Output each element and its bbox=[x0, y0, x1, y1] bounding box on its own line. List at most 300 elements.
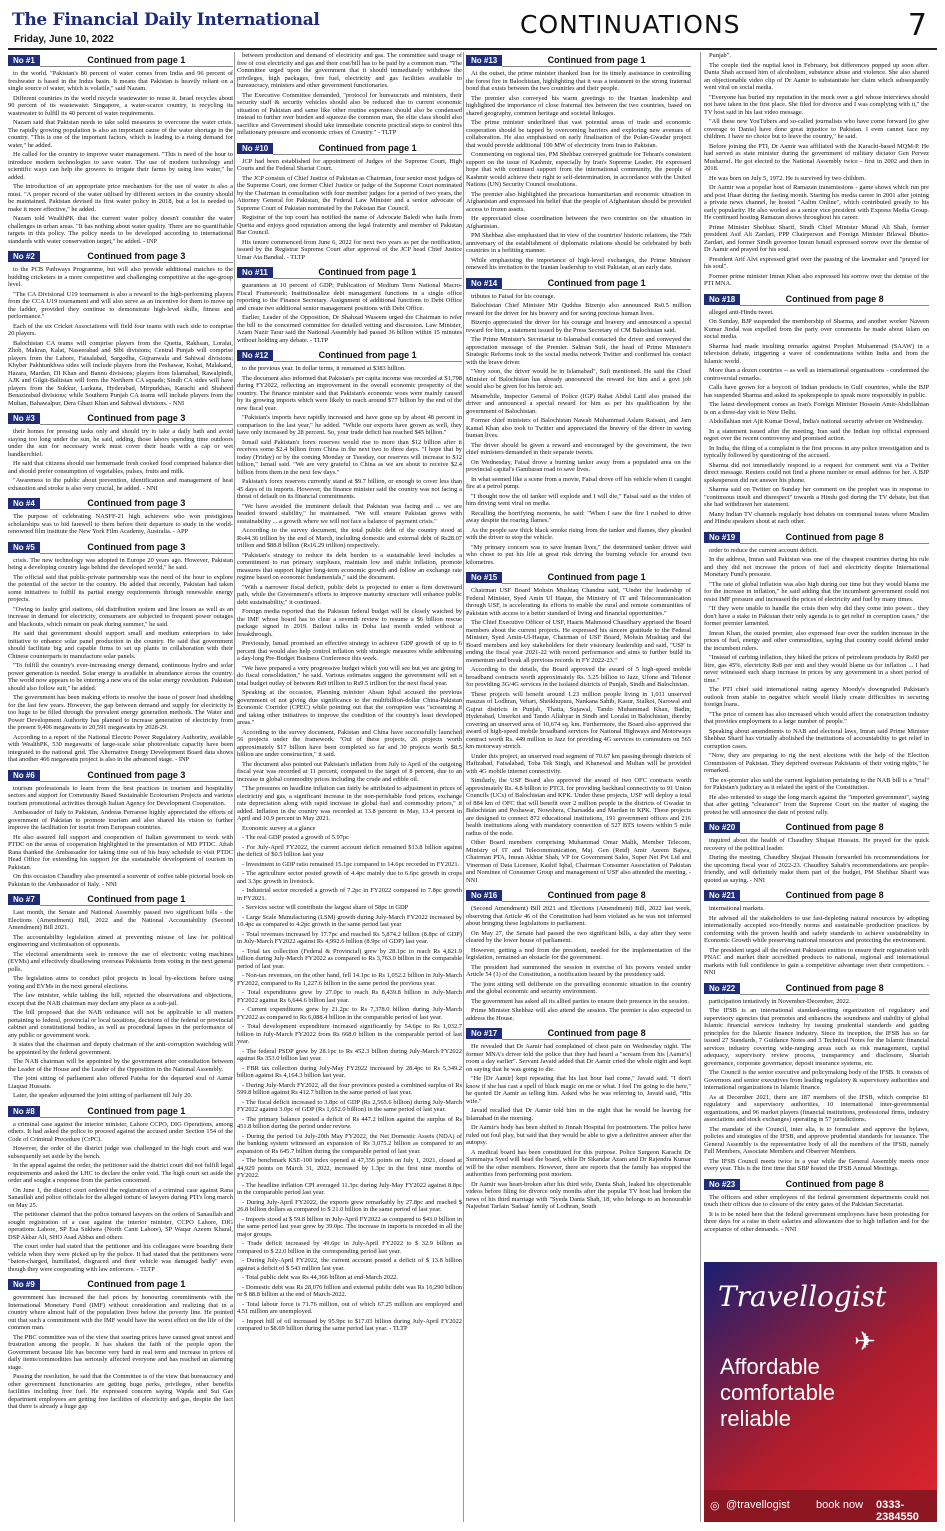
article-paragraph: Sharma said on Twitter on Sunday her comment on the prophet was in response to "continuous insult and disrespect" towards a Hindu god during the TV debate, but that she had withdrawn her statement. bbox=[704, 486, 929, 508]
article-header bbox=[237, 266, 462, 279]
article-paragraph: JCP had been established for appointment of Judges of the Supreme Court, High Courts and the Federal Shariat Court. bbox=[237, 157, 462, 172]
article-paragraph: The officers and other employees of the federal government departments could not touch their offices due to closure of the entry gates of the Pakistan Secretariat. bbox=[704, 1193, 929, 1208]
article-number-badge: No #5 bbox=[8, 542, 40, 553]
ad-phone: 0333-2384550 bbox=[876, 1499, 919, 1522]
article-paragraph: - Imports stood at $ 59.8 billion in July-April FY2022 as compared to $43.0 billion in the same period last year grew by 39.0pc. The increase in imports is recorded in all the major groups. bbox=[237, 1215, 462, 1238]
article-paragraph: Commenting on regional ties, PM Shehbaz conveyed gratitude for Tehran's consistent support on the issue of Kashmir, especially by Iran's Supreme Leader. He expressed hope that with continued support from the international community, the people of Kashmir would achieve their right to self-determination, in accordance with the United Nations (UN) Security Council resolutions. bbox=[466, 151, 691, 188]
article-paragraph: The president had summoned the session in exercise of his powers vested under Article 54 (1) of the Constitution, a notification issued by the presidency said. bbox=[466, 963, 691, 978]
masthead bbox=[8, 6, 937, 48]
article-paragraph: Pakistan's forex reserves currently stand at $9.7 billion, or enough to cover less than 45 days of its imports. However, the finance minister said the country was not facing a threat of default on its financial commitments. bbox=[237, 478, 462, 500]
continued-label: Continued from page 1 bbox=[502, 54, 691, 67]
article-paragraph: Prime Minister Shehbaz Sharif, Sindh Chief Minister Murad Ali Shah, former president Asif Ali Zardari, PPP Chairperson and Foreign Minister Bilawal Bhutto-Zardari, and former Sindh governor Imran Ismail expressed sorrow over the demise of Dr Aamir and prayed for his soul. bbox=[704, 223, 929, 253]
article-header bbox=[8, 250, 233, 263]
article bbox=[466, 889, 691, 1022]
article-paragraph: A medical board has been constituted for this purpose. Police Surgeon Karachi Dr Summaiya Syed will head the board, while Dr Sikandar Azam and Dr Rajendra Kumar will be the other members. However, there are reports that the family has stopped the authorities from performing post mortem. bbox=[466, 1148, 691, 1178]
article-paragraph: "If they were unable to handle the crisis then why did they come into power... they don't have a stake in Pakistan their only agenda is to get relief in corruption cases," the former premier lamented. bbox=[704, 605, 929, 627]
article-paragraph: Speaking at the occasion, Planning minister Ahsan Iqbal accused the previous government of not giving due significance to the multibillion-dollar China-Pakistan Economic Corridor (CPEC) while pointing out that the corruption was "screaming it and taking other initiatives to improve the condition of the country's least developed areas." bbox=[237, 689, 462, 726]
continued-label: Continued from page 8 bbox=[740, 293, 929, 306]
article-paragraph: "We have avoided the imminent default that Pakistan was facing and ... we are headed toward stability," he maintained. "We will ensure Pakistan grows with sustainability ... a growth where we will not face a balance of payment crisis." bbox=[237, 502, 462, 525]
article-paragraph: - Industrial sector recorded a growth of 7.2pc in FY2022 compared to 7.8pc growth in FY2021. bbox=[237, 887, 462, 902]
article-paragraph: tributes to Faisal for his courage. bbox=[471, 292, 556, 300]
article-paragraph: international markets. bbox=[709, 905, 765, 912]
continued-label: Continued from page 3 bbox=[40, 541, 233, 554]
airplane-icon: ✈ bbox=[854, 1326, 876, 1356]
article-paragraph: "With a narrower fiscal deficit, public debt is projected to enter a firm downward path, while the Government's efforts to improve maturity structure will enhance public debt sustainability," it continued. bbox=[237, 583, 462, 606]
article bbox=[237, 266, 462, 344]
article-paragraph: - During the period 1st July-20th May FY2022, the Net Domestic Assets (NDA) of the banking system witnessed an expansion of Rs 3,075.2 billion as compared to an expansion of Rs 645.7 billion during the comparable period of last year. bbox=[237, 1132, 462, 1155]
article-paragraph: His tenure commenced from June 6, 2022 for next two years as per the notification, issued by the Registrar Supreme Court after approval of the JCP head Chief Justice Umar Ata Bandial. - TLTP bbox=[237, 238, 462, 261]
article-paragraph: to the PCB Pathways Programme, but will also provide additional matches to the budding cricketers in a more competitive and challenging competitive at the age-group level. bbox=[8, 266, 233, 288]
article-paragraph: The court order had stated that the petitioner and his colleagues were boarding their vehicle when they were picked up by the police. It had stated that the petitioners were "baton-charged, humiliated, disgraced and their vehicle was damaged badly" even though they were cooperating with law enforcers. - TLTP bbox=[8, 1243, 233, 1273]
article-paragraph: - Total tax collection (Federal & Provincial) grew by 28.1pc to reach Rs 4,821.9 billion during July-March FY2022 as compared to Rs 3,763.0 billion in the comparable period of last year. bbox=[237, 947, 462, 970]
article-number-badge: No #11 bbox=[237, 267, 273, 278]
article-paragraph: The joint sitting will deliberate on the prevailing economic situation in the country and the global economic and security environment. bbox=[466, 980, 691, 995]
section-title: CONTINUATIONS bbox=[520, 10, 741, 39]
article-paragraph: Prime Minister Shehbaz will also attend the session. The premier is also expected to address the House. bbox=[466, 1007, 691, 1022]
article bbox=[704, 52, 929, 288]
article-paragraph: Chairman USF Board Mohsin Mushtaq Chandna said, "Under the leadership of Federal Minister, Syed Amin Ul Haque, the Ministry of IT and Telecommunication through USF, is accelerating its efforts to enable the rural and remote communities of Pakistan with access to a better standard of living and financial opportunities." bbox=[466, 587, 691, 617]
continued-label: Continued from page 8 bbox=[502, 889, 691, 902]
article-paragraph: However, getting a nod from the president, needed for the implementation of the legislation, remained an obstacle for the government. bbox=[466, 946, 691, 961]
continued-label: Continued from page 1 bbox=[273, 266, 462, 279]
article-paragraph: Abdollahian met Ajit Kumar Doval, India's national security adviser on Wednesday. bbox=[709, 418, 924, 425]
article bbox=[704, 889, 929, 977]
article-paragraph: In the appeal against the order, the petitioner said the district court did not fulfill legal requirements and asked the LHC to declare the order void. The high court set aside the order and sought a response from the parties concerned. bbox=[8, 1162, 233, 1184]
article-header bbox=[704, 982, 929, 995]
article-number-badge: No #7 bbox=[8, 894, 40, 905]
article-paragraph: to the previous year. In dollar terms, it remained at $383 billion. bbox=[242, 365, 406, 372]
article-paragraph: The bill proposed that the NAB ordinance will not be applicable to all matters pertaining to federal, provincial or local taxations, decisions of the federal or provincial cabinet and constitutional bodies, as well as procedural lapses in the performance of any public or government work. bbox=[8, 1009, 233, 1039]
article-number-badge: No #19 bbox=[704, 532, 740, 543]
article-paragraph: The government has been making efforts to resolve the issue of power load shedding for the last few years. However, the gap between demand and supply for electricity is too huge to be filled through the prevalent energy generation methods. The Water and Power Development Authority has planned to increase generation of electricity from the present 9,406 megawatts to 20,591 megawatts by 2028-29. bbox=[8, 694, 233, 731]
article-paragraph: - The benchmark KSE-100 index opened at 47,356 points on July 1, 2021, closed at 44,929 points on March 31, 2022, increased by 1.3pc in the first nine months of FY2022. bbox=[237, 1157, 462, 1179]
article bbox=[704, 1178, 929, 1234]
article-paragraph: Bizenjo appreciated the driver for his courage and bravery and announced a special reward for him, a statement issued by the Press Secretary of CM Balochistan said. bbox=[466, 319, 691, 334]
article-number-badge: No #15 bbox=[466, 572, 502, 583]
article-paragraph: "My primary concern was to save human lives," the determined tanker driver said who chose to put his life at great risk driving the burning vehicle for around two kilometres. bbox=[466, 543, 691, 566]
article-header bbox=[704, 293, 929, 306]
article-paragraph: - Services sector will contribute the largest share of 58pc in GDP bbox=[242, 904, 409, 911]
article-paragraph: Economic survey at a glance bbox=[242, 824, 316, 832]
article-paragraph: "All these new YouTubers and so-called journalists who have come forward [to give coverage to Dania] have done great injustice to Pakistan. I even cannot face my children. I have no choice but to leave the country," he said. bbox=[704, 118, 929, 140]
article-paragraph: "Pakistan's imports have rapidly increased and have gone up by about 48 percent in comparison to the last year," he added. "While our exports have grown as well, they have only increased by 28 percent. So, your trade deficit has reached $45 billion." bbox=[237, 414, 462, 436]
ad-book-now[interactable]: book now bbox=[816, 1499, 864, 1511]
article-paragraph: - Trade deficit increased by 49.6pc in July-April FY2022 to $ 32.9 billion as compared to $ 22.0 billion in the corresponding period last year. bbox=[237, 1240, 462, 1255]
article-paragraph: "Instead of curbing inflation, they hiked the prices of petroleum products by Rs60 per litre, gas 45%, electricity Rs8 per unit and they would blame us for inflation ... I had never witnessed such sharp increase in prices by any government in a short period of time." bbox=[704, 654, 929, 684]
ad-tagline-1: Affordable bbox=[720, 1354, 820, 1379]
article-paragraph: Last month, the Senate and National Assembly passed two significant bills - the Elections (Amendment) Bill, 2022 and the National Accountability (Second Amendment) Bill 2021. bbox=[8, 909, 233, 931]
article-paragraph: In India, the filing of a complaint is the first process in any police investigation and is typically followed by questioning of the accused. bbox=[704, 444, 929, 459]
article-paragraph: The NAB chairman will be appointed by the government after consultation between the Leader of the House and the Leader of the Opposition in the National Assembly. bbox=[8, 1058, 233, 1073]
article-number-badge: No #12 bbox=[237, 350, 273, 361]
column-divider bbox=[234, 52, 235, 1522]
continued-label: Continued from page 1 bbox=[40, 893, 233, 906]
article-paragraph: Later, the speaker adjourned the joint sitting of parliament till July 20. bbox=[13, 1092, 193, 1099]
article-paragraph: - The fiscal deficit increased to 3.8pc of GDP (Rs 2,565.6 billion) during July-March FY2022 against 3.0pc of GDP (Rs 1,652.0 billion) in the same period of last year. bbox=[237, 1098, 462, 1113]
article-paragraph: The prime minister underlined that vast potential areas of trade and economic cooperation should be tapped by overcoming barriers and exploring new avenues of collaboration. He also emphasised on early finalisation of the Polan-Gwadar project that would provide additional 100 MW of electricity from Iran to Pakistan. bbox=[466, 119, 691, 149]
article-paragraph: The driver should be given a reward and encouraged by the government, the two chief ministers demanded in their separate tweets. bbox=[466, 441, 691, 456]
article-header bbox=[8, 497, 233, 510]
column-4 bbox=[704, 52, 929, 1257]
article-paragraph: Balochistan CA teams will comprise players from the Quetta, Rakhsan, Loralai, Zhob, Makran, Kalat, Naseerabad and Sibi divisions; Central Punjab will comprise players from the Lahore, Faisalabad, Sargodha, Gujranwala and Sahiwal divisions; Khyber Pakhtunkhwa sides will include players from the Peshawar, Kohat, Malakand, Hazara, Mardan, DI Khan and Bannu divisions; players from Islamabad, Rawalpindi, AJK and Gilgit-Baltistan will form the Northern CA squads; Sindh CA sides will have players from the Sukkur, Larkana, Hyderabad, Mirpurkhas, Karachi and Shaheed Benazirabad divisions; while Southern Punjab CA teams will include players from the Multan, Bahawalpur, Dera Ghazi Khan and Sahiwal divisions. - NNI bbox=[8, 339, 233, 407]
article-paragraph: - FBR tax collection during July-May FY2022 increased by 28.4pc to Rs 5,349.2 billion against Rs 4,164.3 billion last year. bbox=[237, 1064, 462, 1079]
article-paragraph: Previously, Ismail promised an effective strategy to achieve GDP growth of up to 6 percent that would also help control inflation with strategic measures while addressing a day-long Pre-Budget Business Conference this week. bbox=[237, 640, 462, 662]
article-paragraph: The president urged all the relevant Pakistani entities to ensure their registration with PNAC and market their accredited products to national, regional and international markets with full confidence to gain a competitive advantage over their competitors. - NNI bbox=[704, 946, 929, 976]
article-paragraph: He advised all the stakeholders to use fast-depleting natural resources by adopting internationally accepted eco-friendly norms and sustainable production practices by conforming with the proven health and safety standards to achieve sustainability in Economic Growth while preserving national resources and protecting the environment. bbox=[704, 914, 929, 944]
article-paragraph: order to reduce the current account deficit. bbox=[709, 546, 818, 554]
article-number-badge: No #10 bbox=[237, 143, 273, 154]
article-paragraph: - Non-tax revenues, on the other hand, fell 14.1pc to Rs 1,052.2 billion in July-March FY2022, compared to Rs 1,227.6 billion in the same period the previous year. bbox=[237, 972, 462, 987]
article-number-badge: No #6 bbox=[8, 770, 40, 781]
article-paragraph: - Total labour force is 71.76 million, out of which 67.25 million are employed and 4.51 million are unemployed. bbox=[237, 1300, 462, 1315]
article-paragraph: Different countries in the world recycle wastewater to reuse it. Israel recycles about 90 percent of its wastewater. Singapore, a water-scarce country, is recycling its wastewater to fulfill its 40 percent of water requirements. bbox=[8, 94, 233, 117]
article-paragraph: "The rate of global inflation was also high during our time but they would blame me for the increase in inflation," he said adding that the incumbent government could not resist IMF pressure and increased the prices of electricity and fuel by many times. bbox=[704, 580, 929, 603]
article-paragraph: In what seemed like a scene from a movie, Faisal drove off his vehicle when it caught fire at a petrol pump. bbox=[466, 475, 691, 490]
continued-label: Continued from page 1 bbox=[40, 1105, 233, 1118]
article-paragraph: "Very soon, the driver would be in Islamabad", Sufi mentioned. He said the Chief Minister of Balochistan has already announced the reward for him and a govt job would also be given for his heroic act. bbox=[466, 368, 691, 390]
article-paragraph: Dr Aamir was heart-broken after his third wife, Dania Shah, leaked his objectionable videos before filing for divorce only months after the popular TV host had broken the news of his third marriage with "Syeda Dania Shah, 18, who belongs to an honourable Najeebut Tarfain 'Sadaat' family of Lodhran, South bbox=[466, 1180, 691, 1210]
article-number-badge: No #2 bbox=[8, 251, 40, 262]
continued-label: Continued from page 8 bbox=[740, 531, 929, 544]
article-paragraph: "He [Dr Aamir] kept repeating that his last hour had come," Javaid said. "I don't know if she has cast a spell of black magic on me or what. I feel I'm going to die here," he quoted Dr Aamir as telling him. Asked who he was referring to, Javaid said, "His wife." bbox=[466, 1075, 691, 1105]
article-paragraph: The IFSB is an international standard-setting organization of regulatory and supervisory agencies that promotes and enhances the soundness and stability of global Islamic financial services industry by issuing prudential standards and guiding principles for the Islamic finance industry. Since its inception, the IFSB has so far issued 27 Standards, 7 Guidance Notes and 3 Technical Notes for the Islamic financial services industry covering wide-ranging areas such as risk management, capital adequacy, supervisory review process, transparency and disclosure, Shariah governance, corporate governance, deposit insurance systems, etc. bbox=[704, 1007, 929, 1067]
article-paragraph: "To fulfill the country's ever-increasing energy demand, continuous hydro and solar power generation is needed. Solar energy is available in abundance across the country. The world now appears to be entering a new era of the solar energy revolution. Pakistan should also follow suit," he added. bbox=[8, 662, 233, 692]
article-paragraph: "Awareness to the public about prevention, identification and management of heat exhaustion and stroke is also very crucial, he added. - NNI bbox=[8, 477, 233, 492]
continued-label: Continued from page 8 bbox=[740, 889, 929, 902]
continued-label: Continued from page 1 bbox=[502, 571, 691, 584]
article-paragraph: It is to be noted here that the federal government employees have been protesting for three days for a raise in their salaries and allowances due to high inflation and for the acceptance of other demands. - NNI bbox=[704, 1210, 929, 1233]
article-paragraph: The ex-premier also said the current legislation pertaining to the NAB bill is a "trial" for Pakistan's judiciary as it related the spirit of the Constitution. bbox=[704, 776, 929, 791]
continued-label: Continued from page 1 bbox=[40, 1278, 233, 1291]
article-header bbox=[466, 889, 691, 902]
article-paragraph: - Total public debt was Rs 44,366 billion at end-March 2022. bbox=[242, 1274, 398, 1281]
article-number-badge: No #20 bbox=[704, 822, 740, 833]
article-paragraph: Calls have grown for a boycott of Indian products in Gulf countries, while the BJP has suspended Sharma and asked its spokespeople to speak more responsibly in public. bbox=[704, 384, 929, 399]
article-paragraph: between production and demand of electricity and gas. The committee said usage of free of cost electricity and gas and their cost/bill has to be paid by a common man. "The Committee urged upon the government that it should immediately withdraw the privileges, high packages, free fuel, electricity and gas facilities available to bureaucracy, ministers and other government functionaries. bbox=[237, 52, 462, 89]
article-paragraph: - Investment to GDP ratio remained 15.1pc compared to 14.6pc recorded in FY2021. bbox=[242, 860, 460, 868]
article-number-badge: No #14 bbox=[466, 278, 502, 289]
article-paragraph: Similarly, the USF Board also approved the award of two OFC contracts worth approximately Rs. 4.8 billion to PTCL for providing backhaul connectivity to 91 Union Councils (UCs) of Balochistan and KPK. Under these projects, USF will deploy a total of 884 km of OFC that will benefit over 2 million people in the districts of Gwadar in Balochistan and Peshawar, Nowshera, Charsadda and Mardan in KPK. These projects are designed to connect 872 educational institutions, 191 government offices and 216 health institutions along with mandatory connection of 527 BTS towers within 5 mile radius of the node. bbox=[466, 777, 691, 837]
article-paragraph: - Large Scale Manufacturing (LSM) growth during July-March FY2022 increased by 10.4pc as compared to 4.2pc growth in the same period last year bbox=[237, 913, 462, 928]
article-paragraph: Before joining the PTI, Dr Aamir was affiliated with the Karachi-based MQM-P. He had served as state minister during the government of military dictator Gen Pervez Musharraf. He got elected to the National Assembly twice - first in 2002 and then in 2018. bbox=[704, 142, 929, 172]
article-paragraph: guarantees at 10 percent of GDP; Publication of Medium Term National Macro-Fiscal Framework; Institutionalize debt management functions in a single office reporting to the Finance Secretary. Assignment of additional functions to Debt Office and create two additional senior management positions with Debt Office. bbox=[237, 282, 462, 312]
ad-tagline-3: reliable bbox=[720, 1406, 791, 1431]
article-paragraph: He also reiterated to stage the long march against the "imported government", saying that after getting "clearance" from the Supreme Court on the matter of staging the protest he will announce the date of protest rally. bbox=[704, 793, 929, 816]
article bbox=[8, 893, 233, 1100]
article-paragraph: - Total expenditures grew by 27.0pc to reach Rs 8,439.8 billion in July-March FY2022 against Rs 6,644.6 billion last year. bbox=[237, 989, 462, 1004]
column-divider bbox=[463, 52, 464, 1522]
article-paragraph: He said that government should support small and medium enterprises to take initiative to enhance solar panel production in the country. He said that government should facilitate big and capable firms to set up plants in collaboration with their Chinese counterparts to manufacture solar panels. bbox=[8, 630, 233, 660]
article bbox=[466, 277, 691, 567]
article-paragraph: - Total development expenditure increased significantly by 54.6pc to Rs 1,032.7 billion in July-March FY2022 from Rs 668.0 billion in the comparable period of last year. bbox=[237, 1023, 462, 1045]
article-paragraph: According to the survey document, the total public debt of the country stood at Rs44.36 trillion by the end of March, including domestic and external debt of Rs28.07 trillion and $88.8 billion (Rs16.29 trillion) respectively. bbox=[237, 527, 462, 549]
article-paragraph: The document also informed that Pakistan's per capita income was recorded at $1,798 during FY2022, reflecting an improvement in the overall economic prosperity of the country. The finance minister said that Pakistan's economic woes were mainly caused by its growing imports which were likely to reach around $77 billion by the end of the new fiscal year. bbox=[237, 374, 462, 412]
article-paragraph: Recalling the horrifying moments, he said: "When I saw the fire I rushed to drive away despite the roaring flames." bbox=[466, 509, 691, 524]
article-number-badge: No #21 bbox=[704, 890, 740, 901]
article-paragraph: alleged anti-Hindu tweet. bbox=[709, 308, 774, 316]
article-paragraph: crisis. The new technology was adopted in Europe 20 years ago. However, Pakistan being a developing country lags behind the developed world," he said. bbox=[8, 556, 233, 571]
article-paragraph: Under this project, an unserved road segment of 70.67 km passing through districts of Hafizabad, Faisalabad, Toba Tek Singh, and Khanewal and Multan will be provided with 4G mobile internet connectivity. bbox=[466, 752, 691, 775]
article-paragraph: - Import bill of oil increased by 95.9pc to $17.03 billion during July-April FY2022 compared to $8.69 billion during the same period last year. - TLTP bbox=[237, 1317, 462, 1332]
article-paragraph: The mandate of the Council, inter alia, is to formulate and approve the bylaws, policies and strategies of the IFSB, and approve prudential standards for issuance. The General Assembly is the representative body of all the members of the IFSB, namely Full Members, Associate Members and Observer Members. bbox=[704, 1125, 929, 1155]
article bbox=[237, 52, 462, 137]
article-paragraph: He called for the country to improve water management. "This is need of the hour to introduce modern technologies to save water. The use of modern technology and scientific ways can help the growers to irrigate their farms by using less water," he added. bbox=[8, 151, 233, 181]
article-paragraph: Many Indian TV channels regularly host debates on communal issues where Muslim and Hindu speakers shout at each other. bbox=[704, 510, 929, 525]
article-paragraph: The government has asked all its allied parties to ensure their presence in the session. bbox=[471, 997, 690, 1005]
article-paragraph: He appreciated close coordination between the two countries on the situation in Afghanistan. bbox=[466, 215, 691, 230]
article-paragraph: - The agriculture sector posted growth of 4.4pc mainly due to 6.6pc growth in crops and 3.3pc growth in livestock. bbox=[237, 870, 462, 885]
article bbox=[704, 982, 929, 1173]
article-paragraph: However, the order of the district judge was challenged in the high court and was subsequently set aside by the bench. bbox=[8, 1145, 233, 1160]
continued-label: Continued from page 8 bbox=[740, 982, 929, 995]
article bbox=[704, 821, 929, 884]
continued-label: Continued from page 3 bbox=[40, 769, 233, 782]
article-paragraph: It states that the chairman and deputy chairman of the anti-corruption watchdog will be appointed by the federal government. bbox=[8, 1041, 233, 1056]
article-paragraph: Former chief ministers of Balochistan Nawab Muhammad Aslam Raisani, and Jam Kamal Khan also took to Twitter and appreciated the bravery of the driver in saving human lives. bbox=[466, 417, 691, 439]
article-paragraph: "Everyone has buried my reputation in the muck over a girl whose interviews should not have taken in the first place. She filed for divorce and I was complying with it," the TV host said in his last video message. bbox=[704, 93, 929, 116]
article-paragraph: The official said that public-private partnership was the need of the hour to explore the potential of the sector in the country. He added that recently, Pakistan had taken some initiatives to fulfill its partial energy requirements through renewable energy projects. bbox=[8, 573, 233, 603]
article-paragraph: Imran Khan, the ousted premier, also expressed fear over the sudden increase in the prices of fuel, energy and other commodities, saying that country could defend under the incumbent rulers. bbox=[704, 629, 929, 652]
article-paragraph: Meanwhile, Inspector General of Police (IGP) Rahat Abdul Latif also praised the driver and announced a special reward for him as per his qualification by the government of Balochistan. bbox=[466, 392, 691, 415]
article-number-badge: No #3 bbox=[8, 413, 40, 424]
article-paragraph: Foreign media reported that the Pakistan federal budget will be closely watched by the IMF whose board has to clear a seventh review to resume a $6 billion rescue package signed in 2019. Bailout talks in Doha last month ended without a breakthrough. bbox=[237, 608, 462, 638]
continued-label: Continued from page 8 bbox=[502, 1027, 691, 1040]
article-paragraph: Other Board members comprising Muhammad Omar Malik, Member Telecom, Ministry of IT and Telecommunication, Maj. Gen (Retd) Amir Azeem Bajwa, Chairman PTA, Imran Akhtar Shah, VP for Government Sales, Super Net Pvt Ltd and Vinerman of Data Licensee, Kashif Iqbal, Chairman Consumer Association of Pakistan and Nominee of Consumer Group and management of USF also attended the meeting. - NNI bbox=[466, 839, 691, 884]
article-header bbox=[8, 769, 233, 782]
article-paragraph: - For July-April FY2022, the current account deficit remained $13.8 billion against the deficit of $0.5 billion last year bbox=[237, 843, 462, 858]
article-paragraph: "Owing to faulty grid stations, old distribution system and line losses as well as an increase in demand for electricity, consumers are subjected to frequent power outages and blackouts, which remain on peak during summer," he said. bbox=[8, 605, 233, 628]
article-paragraph: PM Shehbaz also emphasised that in view of the countries' historic relations, the 75th anniversary of the establishment of diplomatic relations should be celebrated by both countries in a befitting manner. bbox=[466, 232, 691, 254]
article-paragraph: On Wednesday, Faisal drove a burning tanker away from a populated area on the provincial capital's Gambaran road to save lives. bbox=[466, 458, 691, 473]
article-paragraph: - During July-April FY2022, the current account posted a deficit of $ 13.8 billion against a deficit of $ 543 million last year. bbox=[237, 1257, 462, 1272]
article bbox=[466, 571, 691, 884]
article-paragraph: On June 1, the district court ordered the registration of a criminal case against Rana Sanaullah and police officials for the alleged torture of lawyers during PTI's long march on May 25. bbox=[8, 1186, 233, 1209]
travellogist-advertisement[interactable] bbox=[704, 1262, 937, 1522]
paper-date: Friday, June 10, 2022 bbox=[14, 34, 114, 45]
continued-label: Continued from page 3 bbox=[40, 250, 233, 263]
article-paragraph: government has increased the fuel prices by honouring commitments with the International Monetary Fund (IMF) without consideration and realizing that in a country where almost half of the population lives below the poverty line. He pointed out that such a commitment with the IMF would have the worst effect on the life of the common man. bbox=[8, 1294, 233, 1331]
article-paragraph: Balochistan Chief Minister Mir Quddus Bizenjo also announced Rs0.5 million reward for the driver for his bravery and for saving precious human lives. bbox=[466, 302, 691, 317]
article-paragraph: The Prime Minister's Secretariat in Islamabad contacted the driver and conveyed the appreciation message of the Premier. Salman Sufi, the head of Prime Minister's Strategic Reforms took to the social media network Twitter and confirmed his contact with the brave driver. bbox=[466, 336, 691, 366]
article-header bbox=[466, 571, 691, 584]
article-paragraph: (Second Amendment) Bill 2021 and Elections (Amendment) Bill, 2022 last week, observing that Article 46 of the Constitution had been violated as he was not informed about bringing these legislations to parliament. bbox=[466, 905, 691, 927]
paper-name: The Financial Daily International bbox=[12, 10, 320, 30]
article-header bbox=[237, 349, 462, 362]
article-paragraph: "The price of cement has also increased which would affect the construction industry that provides employment to a large number of people." bbox=[704, 710, 929, 725]
article-paragraph: The petitioner claimed that the police tortured lawyers on the orders of Sanaullah and sought registration of a case against the interior minister, CCPO Lahore, DIG operations Lahore, SP Esa Sukhera (North Cantt Lahore), SP Waqar Azeem Kharal, DSP Akbar Ali, SHO Asad Abbas and others. bbox=[8, 1211, 233, 1241]
article-paragraph: - Domestic debt was Rs 28,076 billion and external public debt was Rs 16,290 billion or $ 88.8 billion at the end of March-2022. bbox=[237, 1283, 462, 1298]
article-paragraph: "The CA Divisional U19 tournament is also a reward to the high-performing players from the CCA U19 tournament and will also serve as an incentive for them to move up the ladder, provided they continue to demonstrate high-level skills, fitness and performance." bbox=[8, 290, 233, 320]
article-header bbox=[8, 541, 233, 554]
article-paragraph: In a statement issued after the meeting, Iran said the Indian top official expressed regret over the recent controversy and promised action. bbox=[704, 427, 929, 442]
article-paragraph: In the address, Imran said Pakistan was one of the cheapest countries during his rule and they did not increase the prices of fuel and electricity despite International Monetary Fund's pressure. bbox=[704, 556, 929, 578]
article-paragraph: - Current expenditures grew by 21.2pc to Rs 7,378.0 billion during July-March FY2022 as compared to Rs 6,088.4 billion in the comparable period of last year. bbox=[237, 1006, 462, 1021]
continued-label: Continued from page 1 bbox=[273, 142, 462, 155]
article-header bbox=[466, 277, 691, 290]
page-number: 7 bbox=[907, 8, 927, 43]
article-paragraph: Nazam told WealthPK that the current water policy doesn't consider the water challenges in urban areas. "It has nothing about water quality. There are no quantifiable targets in this policy. The policy needs to be developed according to international standards with water conservation target," he added. - INP bbox=[8, 215, 233, 245]
article-number-badge: No #9 bbox=[8, 1279, 40, 1290]
article-paragraph: The premier also conveyed his warm greetings to the Iranian leadership and highlighted the importance of close fraternal ties between the two countries, based on shared geography, common heritage and societal linkages. bbox=[466, 94, 691, 117]
article-paragraph: The premier also highlighted the precarious humanitarian and economic situation in Afghanistan and expressed his belief that the people of Afghanistan should be provided access to frozen assets. bbox=[466, 190, 691, 213]
article-paragraph: While emphasising the importance of high-level exchanges, the Prime Minister renewed his invitation to the Iranian leadership to visit Pakistan, at an early date. bbox=[466, 256, 691, 271]
continued-label: Continued from page 8 bbox=[740, 821, 929, 834]
article-paragraph: Passing the resolution, he said that the Committee is of the view that bureaucracy and other government functionaries are getting huge perks, privileges, other benefits facilities including free fuel. He expressed concern saying Wapda and Sui Gas department employees are getting free facilities of electricity and gas, despite the fact that there is already a huge gap bbox=[8, 1373, 233, 1410]
article-paragraph: - The federal PSDP grew by 28.1pc to Rs 452.3 billion during July-March FY2022 against Rs 353.0 billion last year. bbox=[237, 1047, 462, 1062]
article-paragraph: The introduction of an appropriate price mechanism for the use of water is also a must. "A proper record of the water utilised by different sectors in the country should be maintained. Pakistan devised its first water policy in 2018, but a lot is needed to make it more effective," he added. bbox=[8, 183, 233, 213]
article-paragraph: - During July-April FY2022, the exports grew remarkably by 27.8pc and reached $ 26.8 billion dollars as compared to $ 21.0 billion in the same period of last year. bbox=[237, 1198, 462, 1213]
article-paragraph: "The pressures on headline inflation can fairly be attributed to adjustment in prices of electricity and gas, a significant increase in the non-perishable food prices, exchange rate depreciation along with rapid increase in global fuel and commodity prices," it added. Inflation in the country was recorded at 13.8 percent in May, 13.4 percent in April and 10.9 percent in May 2021. bbox=[237, 785, 462, 822]
article bbox=[466, 1027, 691, 1211]
article-paragraph: The Chief Executive Officer of USF, Haaris Mahmood Chaudhary apprised the Board members about the current projects. He expressed his sincere gratitude to the Federal Minister, Syed Amin-Ul-Haque, Chairman of USF Board, Mohsin Mushtaq and the Board members and key stakeholders for their visionary leadership and said, "USF is ending the fiscal year 2021-22 with record performance and aims to further build its momentum and break all previous records in FY 2022-23." bbox=[466, 619, 691, 664]
article-paragraph: The purpose of celebrating NASFF-21 high achievers who won prestigious scholarships was to bid farewell to them before their departure to study in the world-renowned film institute the New York Film Academy, Australia. - APP bbox=[8, 513, 233, 535]
article-paragraph: Ambassador of Italy to Pakistan, Andreas Ferrarese highly appreciated the efforts of government of Pakistan to promote tourism and also shared his vision to further improve the facilitation for tourist from European countries. bbox=[8, 809, 233, 831]
article-paragraph: Sharma did not immediately respond to a request for comment sent via a Twitter direct message. Reuters could not find a phone number or email address for her. A BJP spokesperson did not answer his phone. bbox=[704, 461, 929, 484]
article bbox=[237, 142, 462, 262]
article-paragraph: The accountability legislation aimed at preventing misuse of law for political engineering and victimisation of opponents. bbox=[8, 933, 233, 948]
article-paragraph: He also assured full support and cooperation of Italian government to work with PTDC on the areas of cooperation highlighted in the presentation of MD PTDC. Aftab Rana thanked the Ambassador for taking time out of his busy schedule to visit PTDC Head Office for extending his support for the sustainable development of tourism in Pakistan. bbox=[8, 833, 233, 871]
article-paragraph: President Arif Alvi expressed grief over the passing of the lawmaker and "prayed for his soul". bbox=[704, 255, 929, 270]
article-paragraph: More than a dozen countries -- as well as international organisations - condemned the controversial remarks. bbox=[704, 367, 929, 382]
article-header bbox=[704, 531, 929, 544]
continued-label: Continued from page 1 bbox=[40, 54, 233, 67]
article-paragraph: "I thought now the oil tanker will explode and I will die," Faisal said as the video of him driving went viral on media. bbox=[466, 492, 691, 507]
masthead-rule bbox=[8, 48, 937, 50]
continued-label: Continued from page 3 bbox=[40, 412, 233, 425]
article-paragraph: The Council is the senior executive and policymaking body of the IFSB. It consists of Governors and senior executives from leading regulatory & supervisory authorities and international organizations in Islamic finance. bbox=[704, 1069, 929, 1091]
article-paragraph: The PBC committee was of the view that soaring prices have caused great unrest and frustration among the people. It has shaken the faith of the people upon the Government because life has become very hard in real term and increase in prices of daily items/commodities has seriously affected everyone and has reached an alarming stage. bbox=[8, 1333, 233, 1371]
article-paragraph: During the meeting, Chaudhry Shujaat Hussain forwarded his recommendations for the upcoming fiscal year of 2022-23. Chaudhry Sahab's recommendations are people-friendly, and will definitely make them part of the budget, PM Shehbaz Sharif was quoted as saying. - NNI bbox=[704, 854, 929, 884]
article-paragraph: inquired about the health of Chaudhry Shujaat Hussain. He prayed for the quick recovery of the political leader. bbox=[704, 837, 929, 852]
continued-label: Continued from page 1 bbox=[502, 277, 691, 290]
article-header bbox=[8, 412, 233, 425]
article bbox=[8, 541, 233, 764]
article-paragraph: The law minister, while tabling the bill, rejected the observations and objections, except that the NAB chairman may declare any place as a sub-jail. bbox=[8, 992, 233, 1007]
article-paragraph: The document also pointed out Pakistan's inflation from July to April of the outgoing fiscal year was recorded at 11 percent, compared to the target of 8 percent, due to an increase in global commodity prices including the crude and edible oil. bbox=[237, 760, 462, 783]
article bbox=[8, 1105, 233, 1274]
article-header bbox=[8, 1278, 233, 1291]
article-paragraph: The Executive Committee demanded, "protocol for bureaucrats and ministers, their security staff & security vehicles should also be reduced due to current economic situation of Pakistan and same like other routine expenses should also be condensed instead to further over burden and squeeze the common man, the elite class should also sacrifice and Government should take immediate concrete practical steps to control this inflationary pressure and economic crises of Country." - TLTP bbox=[237, 91, 462, 136]
article bbox=[8, 250, 233, 407]
article bbox=[8, 497, 233, 536]
article-header bbox=[8, 893, 233, 906]
article-paragraph: He said that citizens should use homemade fresh cooked food comprised balance diet and should prefer consumption of vegetables, pulses, fruits and milk. bbox=[8, 460, 233, 475]
article bbox=[237, 349, 462, 1333]
article-paragraph: The legislation aims to conduct pilot projects in local by-elections before using voting and EVMs in the next general elections. bbox=[8, 975, 233, 990]
article-number-badge: No #8 bbox=[8, 1106, 40, 1117]
article bbox=[8, 412, 233, 492]
article-paragraph: "Now, they are preparing to rig the next elections with the help of the Election Commission of Pakistan. They deprived overseas Pakistanis of their voting rights," he remarked. bbox=[704, 752, 929, 774]
article bbox=[8, 54, 233, 245]
article-paragraph: Nazam said that Pakistan needs to take solid measures to overcome the water crisis. The rapidly growing population is also an important cause of the water shortage in the country. "This is one of the important factors, which is leading to a rising demand for water," he added. bbox=[8, 119, 233, 149]
article-paragraph: Dr Aamir was a popular host of Ramazan transmissions - game shows which run pre and post Iftaar during the fasting month. Starting his media career in 2001 after joining a private news channel, he hosted "Aalim Online", which contributed greatly to his early popularity. He also worked as a senior vice president with Express Media Group. He continued hosting Ramazan shows throughout his career. bbox=[704, 184, 929, 221]
article-paragraph: Each of the six Cricket Associations will field four teams with each side to comprise 20 players. bbox=[8, 322, 233, 337]
article-paragraph: a criminal case against the interior minister, Lahore CCPO, DIG Operations, among others. It had asked the police to proceed against the accused under Section 154 of the Code of Criminal Procedure (CrPC). bbox=[8, 1120, 233, 1143]
article-number-badge: No #1 bbox=[8, 55, 40, 66]
article-paragraph: "Pakistan's strategy to reduce its debt burden to a sustainable level includes a commitment to run primary surpluses, maintain low and stable inflation, promote measures that support higher long-term economic growth and follow an exchange rate regime based on economic fundamentals," said the document. bbox=[237, 551, 462, 581]
article-paragraph: The JCP consists of Chief Justice of Pakistan as Chairman, four senior most judges of the Supreme Court, one former Chief Justice or judge of the Supreme Court nominated by the Chairman in consultation with four member judges for a period of two years, the Attorney General for Pakistan, the Federal Law Minister and a senior advocate of Supreme Court of Pakistan nominated by the Pakistan Bar Council. bbox=[237, 174, 462, 212]
article-paragraph: Dr Aamir's body has been shifted to Jinnah Hospital for postmortem. The police have ruled out foul play, but said that they would be able to give a definitive answer after the autopsy. bbox=[466, 1124, 691, 1146]
article-paragraph: On this occasion Chaudhry also presented a souvenir of coffee table pictorial book on Pakistan to the Ambassador of Italy. - NNI bbox=[8, 873, 233, 888]
article-paragraph: The IFSB Council meets twice in a year while the General Assembly meets once every year. This is the first time that SBP hosted the IFSB Annual Meetings. bbox=[704, 1157, 929, 1172]
article-number-badge: No #17 bbox=[466, 1028, 502, 1039]
article-paragraph: - Total revenues increased by 17.7pc and reached Rs 5,874.2 billion (8.8pc of GDP) in July-March FY2022 against Rs 4,992.6 billion (8.9pc of GDP) last year. bbox=[237, 930, 462, 945]
article bbox=[704, 293, 929, 526]
article-paragraph: The joint sitting of parliament also offered Fateha for the departed soul of Aamir Liaquat Hussain. bbox=[8, 1075, 233, 1090]
article bbox=[8, 769, 233, 889]
ad-contact-bar bbox=[704, 1490, 937, 1522]
article-header bbox=[704, 1178, 929, 1191]
article-number-badge: No #16 bbox=[466, 890, 502, 901]
article-paragraph: - The headline inflation CPI averaged 11.3pc during July-May FY2022 against 8.8pc in the comparable period last year. bbox=[237, 1181, 462, 1196]
article-header bbox=[237, 142, 462, 155]
ad-tagline-2: comfortable bbox=[720, 1380, 835, 1405]
article-paragraph: Ismail said Pakistan's forex reserves would rise to more than $12 billion after it receives some $2.4 billion from China in the next two to three days. "I hope that by today (Friday) or by the coming Monday or Tuesday, our reserves will increase to $12 billion," Ismail said. "We are very grateful to China as we are about to receive $2.4 billion from them in the next few days." bbox=[237, 438, 462, 476]
column-3 bbox=[466, 52, 691, 1522]
article-paragraph: Registrar of the top court has notified the name of Advocate Baledi who hails from Quetta and enjoys good reputation among the legal fraternity and member of Pakistan Bar Council. bbox=[237, 214, 462, 236]
article-paragraph: - The primary balance posted a deficit of Rs 447.2 billion against the surplus of Rs 451.8 billion during the period under review. bbox=[237, 1115, 462, 1130]
article-paragraph: According to the details, the Board approved the award of 5 high-speed mobile broadband contracts worth approximately Rs. 3.25 billion to Jazz, Ufone and Telenor for providing 3G/4G services in the isolated districts of Punjab, Sindh and Balochistan. bbox=[466, 666, 691, 688]
article bbox=[704, 531, 929, 817]
article-paragraph: On May 27, the Senate had passed the two significant bills, a day after they were cleared by the lower house of parliament. bbox=[466, 929, 691, 944]
article-paragraph: As at December 2021, there are 187 members of the IFSB, which comprise 81 regulatory and supervisory authorities, 10 international inter-governmental organizations, and 96 market players (financial institutions, professional firms, industry associations and stock exchanges) operating in 57 jurisdictions. bbox=[704, 1093, 929, 1123]
article-paragraph: Javaid recalled that Dr Aamir told him in the night that he would be leaving for Islamabad in the morning. bbox=[466, 1107, 691, 1122]
article-paragraph: The latest development comes as Iran's Foreign Minister Hossein Amir-Abdollahian is on a three-day visit to New Delhi. bbox=[704, 401, 929, 416]
column-divider bbox=[700, 52, 701, 1522]
article-header bbox=[704, 889, 929, 902]
article-paragraph: These projects will benefit around 1.23 million people living in 1,011 unserved mauzas of Lodhran, Vehari, Sheikhupura, Nankana Sahib, Kasur, Sialkot, Narowal and Gujrat districts in Punjab, Thatta, Sujawal, Tando Muhammad Khan, Badin, Hyderabad, Umerkot and Tando Allahyar in Sindh and Loralai in Balochistan, thereby covering an unserved area of 10,674 sq. km. Furthermore, the Board also approved the award of high-speed mobile broadband services for National Highways and Motorways contract worth Rs. 449 million to Jazz for providing 4G services to commuters on 565 km motorway stretch. bbox=[466, 690, 691, 750]
article-header bbox=[8, 1105, 233, 1118]
article-paragraph: - The real GDP posted a growth of 5.97pc bbox=[242, 834, 350, 841]
article-paragraph: Former prime minister Imran Khan also expressed his sorrow over the demise of the PTI MNA. bbox=[704, 272, 929, 287]
article-paragraph: He revealed that Dr Aamir had complained of chest pain on Wednesday night. The former MNA's driver told the police that they had heard a "scream from his [Aamir's] room a day earlier". Servant Javaid added that Dr Aamir cried the whole night and kept on saying that he was going to die. bbox=[466, 1043, 691, 1073]
continued-label: Continued from page 8 bbox=[740, 1178, 929, 1191]
article-number-badge: No #18 bbox=[704, 294, 740, 305]
article-paragraph: tourism professionals to learn from the best practices in tourism and hospitality sectors and support for Community Based Sustainable Ecotourism Projects and various tourism promotional activities through Italian Agency for Development Cooperation. bbox=[8, 784, 233, 807]
article-paragraph: Speaking about amendments to NAB and electoral laws, Imran said Prime Minister Shehbaz Sharif has virtually abolished the institutions of accountability to get relief in corruption cases. bbox=[704, 727, 929, 750]
instagram-icon: ◎ bbox=[710, 1500, 720, 1512]
article-paragraph: On Sunday, BJP suspended the membership of Sharma, and another worker Naveen Kumar Jindal was expelled from the party over comments he made about Islam on social media. bbox=[704, 318, 929, 340]
article-paragraph: According to the survey document, Pakistan and China have successfully launched 56 projects under the framework. "Out of these projects, 26 projects worth approximately $17 billion have been completed so far and 30 projects worth $8.5 billion are under construction," it said. bbox=[237, 728, 462, 758]
article bbox=[8, 1278, 233, 1411]
article-header bbox=[466, 54, 691, 67]
article-header bbox=[466, 1027, 691, 1040]
article-paragraph: Punjab". bbox=[709, 52, 731, 59]
continued-label: Continued from page 3 bbox=[40, 497, 233, 510]
article-paragraph: their homes for pressing tasks only and should try to take a daily bath and avoid staying too long under the sun, he said, adding, those labors spending time outdoors under the sun for necessary work must cover their heads with a cap or wet handkerchief. bbox=[8, 428, 233, 458]
article-number-badge: No #4 bbox=[8, 498, 40, 509]
article-paragraph: "We have prepared a very progressive budget which you will see but we are going to do fiscal consolidation," he said. Various estimates suggest the government will set a total budget outlay of between Rs9 trillion to Rs9.5 trillion for the next fiscal year. bbox=[237, 664, 462, 687]
article-header bbox=[704, 821, 929, 834]
article bbox=[466, 54, 691, 272]
article-number-badge: No #23 bbox=[704, 1179, 740, 1190]
article-paragraph: participation tentatively in November-December, 2022. bbox=[709, 997, 851, 1005]
article-number-badge: No #13 bbox=[466, 55, 502, 66]
article-number-badge: No #22 bbox=[704, 983, 740, 994]
column-2 bbox=[237, 52, 462, 1522]
article-paragraph: to the world. "Pakistan's 80 percent of water comes from India and 96 percent of freshwater is based in the Indus basin. It means that Pakistan is heavily reliant on a single source of water, which is volatile," said Nazam. bbox=[8, 70, 233, 92]
article-paragraph: Earlier, Leader of the Opposition, Dr Shahzad Waseem urged the Chairman to refer the bill to the concerned committee for detailed vetting and discussion. Law Minister, Azam Nazir Tarar said the National Assembly had passed 36 billion within 15 minutes without holding any debate. - TLTP bbox=[237, 314, 462, 344]
ad-brand-logo: Travellogist bbox=[718, 1280, 887, 1313]
article-paragraph: The electoral amendments seek to remove the use of electronic voting machines (EVMs) and effectively disallowing overseas Pakistanis from voting in the next general polls. bbox=[8, 950, 233, 973]
article-paragraph: He was born on July 5, 1972. He is survived by two children. bbox=[709, 174, 866, 182]
article-paragraph: The couple tied the nuptial knot in February, but differences popped up soon after. Dania Shah accused him of alcoholism, substance abuse and violence. She also shared an objectionable video clip of Dr Aamir to substantiate her claim which subsequently went viral on social media. bbox=[704, 61, 929, 91]
article-paragraph: - During July-March FY2022, all the four provinces posted a combined surplus of Rs 599.8 billion against Rs 412.7 billion in the same period of last year. bbox=[237, 1081, 462, 1096]
ad-handle: @travellogist bbox=[726, 1499, 790, 1511]
article-paragraph: At the outset, the prime minister thanked Iran for its timely assistance in controlling the forest fire in Balochistan, highlighting that it was a testament to the strong fraternal bond that exists between the two countries and their people. bbox=[466, 70, 691, 92]
article-paragraph: Sharma had made insulting remarks against Prophet Muhammad (SAAW) in a television debate, triggering a wave of condemnations within India and from the Islamic world. bbox=[704, 342, 929, 365]
article-paragraph: The PTI chief said international rating agency Moody's downgraded Pakistan's outlook from stable to negative which would likely create difficulties in securing foreign loans. bbox=[704, 686, 929, 708]
